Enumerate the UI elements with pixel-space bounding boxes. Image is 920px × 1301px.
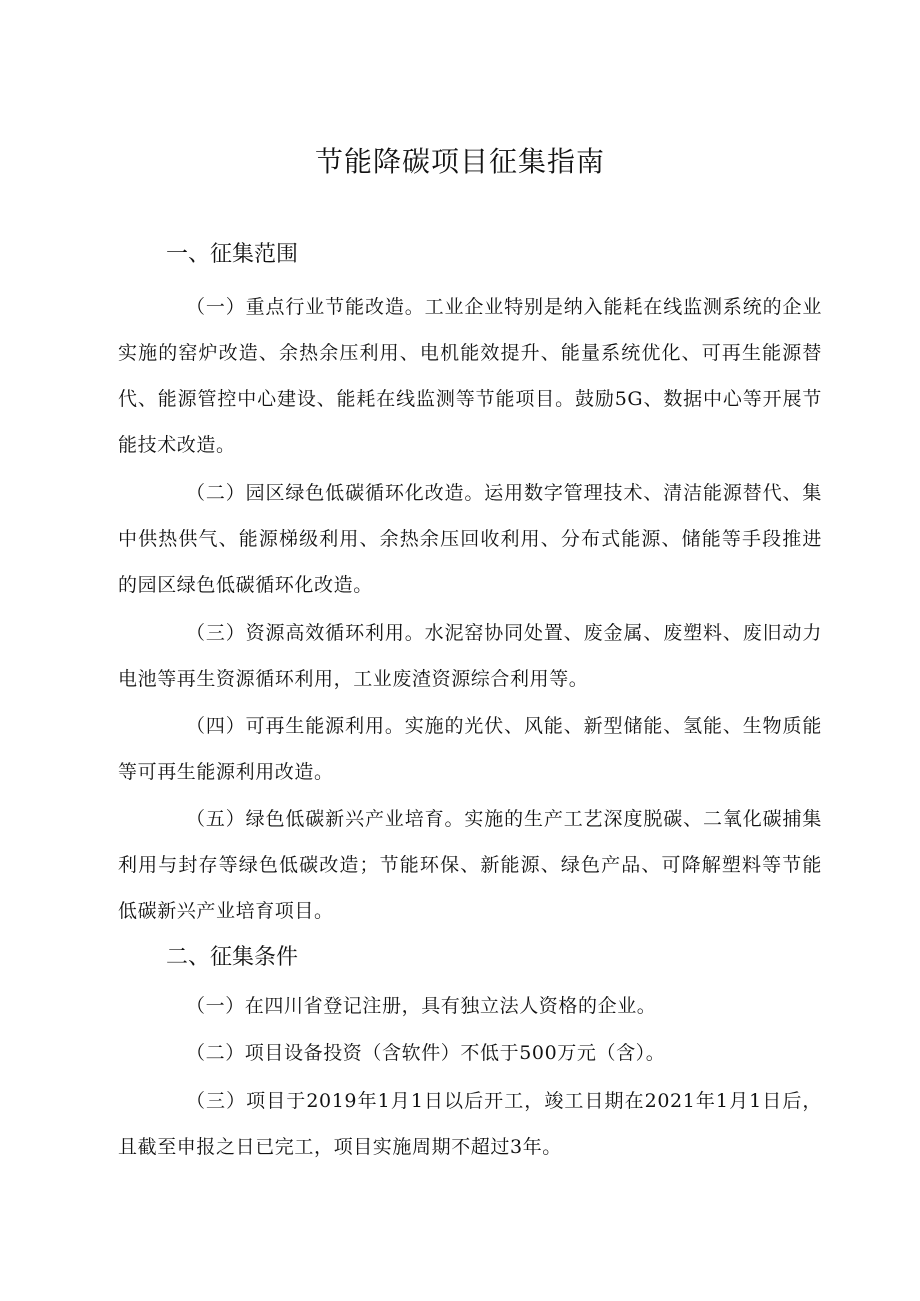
paragraph-condition-3: （三）项目于2019年1月1日以后开工，竣工日期在2021年1月1日后，且截至申报之日已完工，项目实施周期不超过3年。 [118, 1090, 822, 1158]
paragraph-scope-2: （二）园区绿色低碳循环化改造。运用数字管理技术、清洁能源替代、集中供热供气、能源梯级利用、余热余压回收利用、分布式能源、储能等手段推进的园区绿色低碳循环化改造。 [118, 482, 822, 596]
paragraph-condition-2: （二）项目设备投资（含软件）不低于500万元（含）。 [186, 1042, 666, 1064]
paragraph-scope-3: （三）资源高效循环利用。水泥窑协同处置、废金属、废塑料、废旧动力电池等再生资源循环利用，工业废渣资源综合利用等。 [118, 622, 822, 690]
paragraph-scope-1: （一）重点行业节能改造。工业企业特别是纳入能耗在线监测系统的企业实施的窑炉改造、余热余压利用、电机能效提升、能量系统优化、可再生能源替代、能源管控中心建设、能耗在线监测等节能项目。鼓励5G、数据中心等开展节能技术改造。 [118, 296, 822, 456]
paragraph-scope-5: （五）绿色低碳新兴产业培育。实施的生产工艺深度脱碳、二氧化碳捕集利用与封存等绿色低碳改造；节能环保、新能源、绿色产品、可降解塑料等节能低碳新兴产业培育项目。 [118, 808, 822, 922]
document-title: 节能降碳项目征集指南 [314, 145, 605, 178]
paragraph-condition-1: （一）在四川省登记注册，具有独立法人资格的企业。 [186, 995, 657, 1017]
paragraph-scope-4: （四）可再生能源利用。实施的光伏、风能、新型储能、氢能、生物质能等可再生能源利用改造。 [118, 715, 822, 783]
section-heading-scope: 一、征集范围 [166, 242, 299, 267]
section-heading-conditions: 二、征集条件 [166, 945, 299, 970]
